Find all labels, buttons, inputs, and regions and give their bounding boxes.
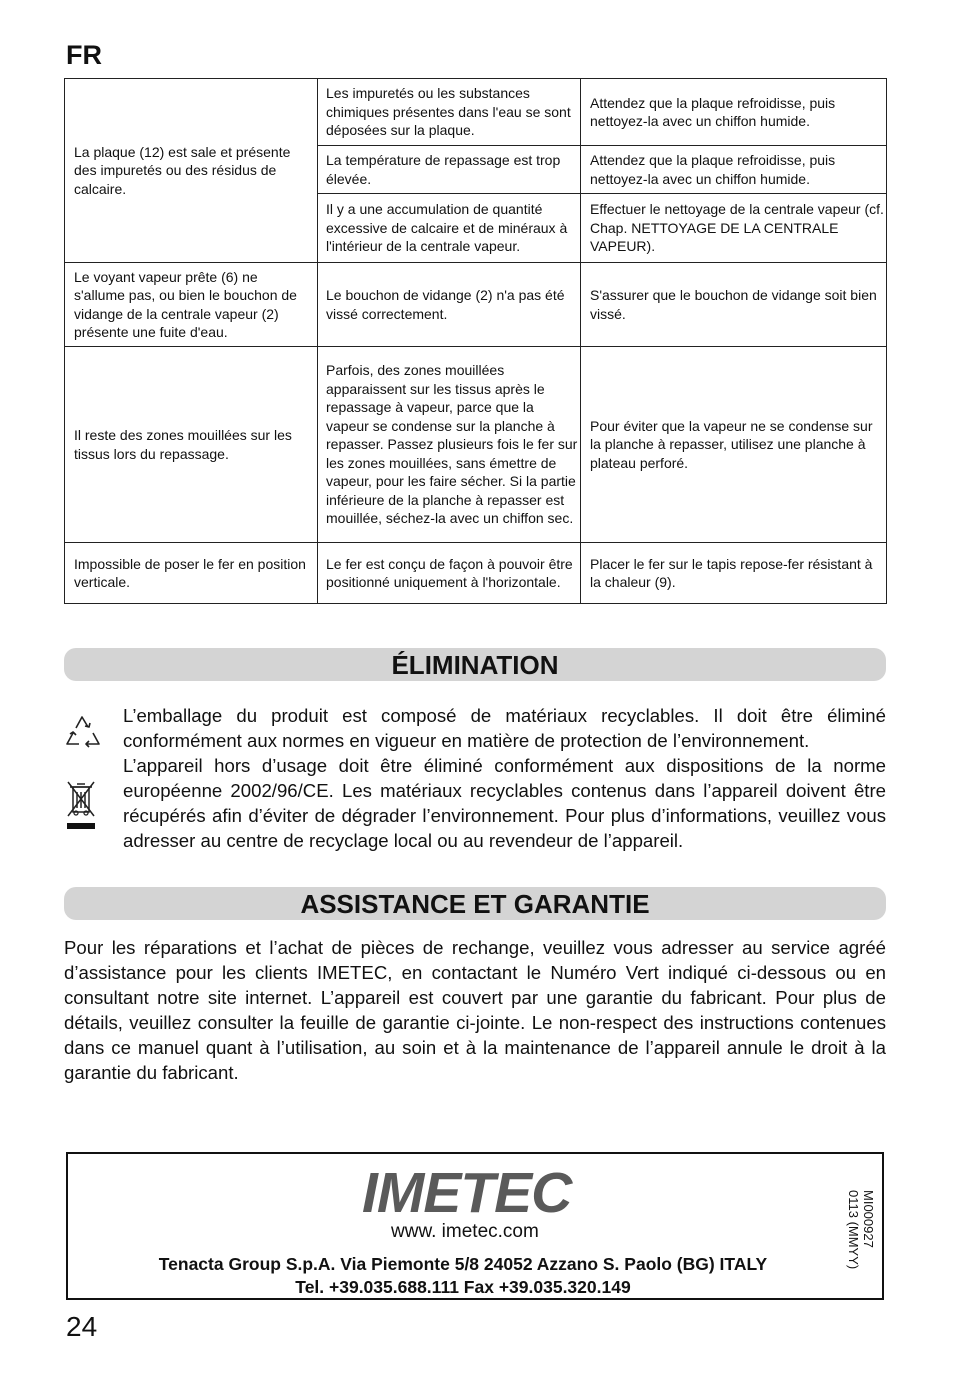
elimination-paragraph-1: L’emballage du produit est composé de matériaux recyclables. Il doit être éliminé conformément aux normes en vigueur en matière de protection de l’environnement.	[123, 705, 886, 751]
elimination-paragraph-2: L’appareil hors d’usage doit être éliminé conformément aux dispositions de la norme européenne 2002/96/CE. Les matériaux recyclables contenus dans l’appareil doivent être récupérés afin d’éviter de dégrader l’environnement. Pour plus d’informations, veuillez vous adresser au centre de recyclage local ou au revendeur de l’appareil.	[123, 755, 886, 851]
company-footer-box	[66, 1152, 884, 1300]
company-contacts: Tel. +39.035.688.111 Fax +39.035.320.149	[295, 1277, 631, 1297]
solution-cell: S'assurer que le bouchon de vidange soit bien vissé.	[581, 263, 887, 347]
table-row	[65, 347, 887, 543]
doc-code: MI000927	[861, 1190, 876, 1248]
cause-cell: Parfois, des zones mouillées apparaissent sur les tissus après le repassage à vapeur, parce que la vapeur se condense sur la planche à repasser. Passez plusieurs fois le fer sur les zones mouillées, sans émettre de vapeur, pour les faire sécher. Si la partie inférieure de la planche à repasser est mouillée, séchez-la avec un chiffon sec.	[318, 347, 581, 543]
problem-cell: Le voyant vapeur prête (6) ne s'allume pas, ou bien le bouchon de vidange de la centrale vapeur (2) présente une fuite d'eau.	[65, 263, 318, 347]
page-number: 24	[66, 1311, 98, 1342]
cause-cell: Le fer est conçu de façon à pouvoir être positionné uniquement à l'horizontale.	[318, 543, 581, 604]
website-link[interactable]: www. imetec.com	[391, 1221, 539, 1242]
problem-cell: Il reste des zones mouillées sur les tissus lors du repassage.	[65, 347, 318, 543]
table-row	[65, 543, 887, 604]
imetec-logo: IMETEC	[362, 1161, 572, 1225]
assistance-title: ASSISTANCE ET GARANTIE	[64, 887, 886, 920]
troubleshooting-table	[64, 78, 887, 604]
solution-cell: Pour éviter que la vapeur ne se condense sur la planche à repasser, utilisez une planche à plateau perforé.	[581, 347, 887, 543]
doc-date: 0113 (MMYY)	[846, 1190, 861, 1270]
cause-cell: Le bouchon de vidange (2) n'a pas été vissé correctement.	[318, 263, 581, 347]
assistance-paragraph: Pour les réparations et l’achat de pièces de rechange, veuillez vous adresser au service agréé d’assistance pour les clients IMETEC, en contactant le Numéro Vert indiqué ci-dessous ou en consultant notre site internet. L’appareil est couvert par une garantie du fabricant. Pour plus de détails, veuillez consulter la feuille de garantie ci-jointe. Le non-respect des instructions contenues dans ce manuel quant à l’utilisation, au soin et à la maintenance de l’appareil annule le droit à la garantie du fabricant.	[64, 937, 886, 1083]
cause-cell: La température de repassage est trop élevée.	[318, 146, 581, 194]
solution-cell: Attendez que la plaque refroidisse, puis nettoyez-la avec un chiffon humide.	[581, 146, 887, 194]
solution-cell: Effectuer le nettoyage de la centrale vapeur (cf. Chap. NETTOYAGE DE LA CENTRALE VAPEUR).	[581, 194, 887, 263]
problem-cell: La plaque (12) est sale et présente des impuretés ou des résidus de calcaire.	[65, 79, 318, 263]
cause-cell: Il y a une accumulation de quantité excessive de calcaire et de minéraux à l'intérieur de la centrale vapeur.	[318, 194, 581, 263]
solution-cell: Placer le fer sur le tapis repose-fer résistant à la chaleur (9).	[581, 543, 887, 604]
recycle-icon	[62, 710, 104, 752]
cause-cell: Les impuretés ou les substances chimiques présentes dans l'eau se sont déposées sur la plaque.	[318, 79, 581, 146]
table-row	[65, 79, 887, 146]
crossed-bin-icon	[64, 778, 98, 832]
table-row	[65, 263, 887, 347]
elimination-title: ÉLIMINATION	[64, 648, 886, 681]
company-address: Tenacta Group S.p.A. Via Piemonte 5/8 24052 Azzano S. Paolo (BG) ITALY	[158, 1254, 768, 1274]
language-label: FR	[66, 40, 102, 70]
problem-cell: Impossible de poser le fer en position verticale.	[65, 543, 318, 604]
document-code	[846, 1190, 876, 1269]
assistance-text	[64, 935, 886, 1085]
solution-cell: Attendez que la plaque refroidisse, puis nettoyez-la avec un chiffon humide.	[581, 79, 887, 146]
elimination-text	[123, 703, 886, 853]
